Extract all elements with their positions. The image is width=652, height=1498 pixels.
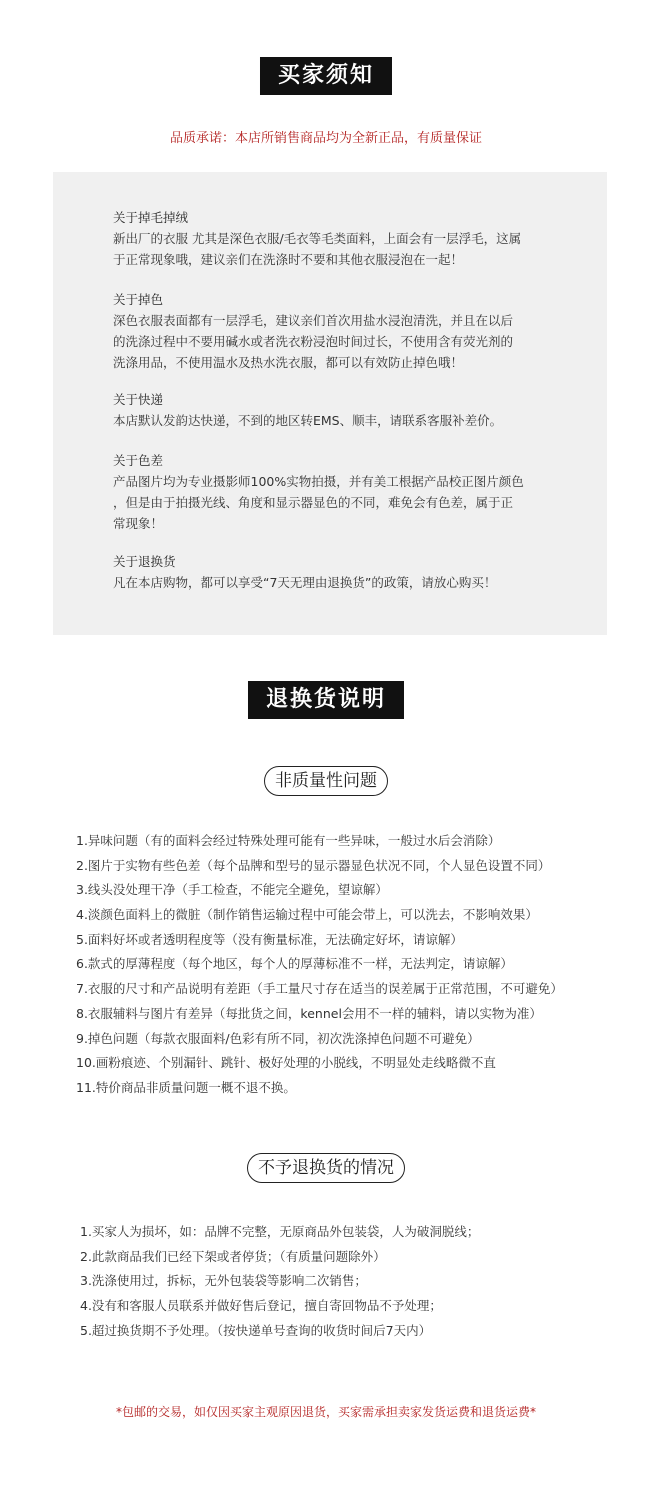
notice-heading: 关于色差 bbox=[113, 453, 164, 468]
shipping-fee-note: *包邮的交易，如仅因买家主观原因退货，买家需承担卖家发货运费和退货运费* bbox=[115, 1405, 536, 1419]
notice-section-shedding bbox=[113, 207, 563, 270]
non-quality-issues-list bbox=[76, 829, 563, 1101]
list-item: 4.淡颜色面料上的微脏（制作销售运输过程中可能会带上，可以洗去，不影响效果） bbox=[76, 907, 538, 923]
list-item: 5.超过换货期不予处理。（按快递单号查询的收货时间后7天内） bbox=[80, 1322, 432, 1338]
notice-section-color-difference bbox=[113, 450, 563, 534]
non-quality-issues-label: 非质量性问题 bbox=[264, 766, 388, 796]
list-item: 4.没有和客服人员联系并做好售后登记，擅自寄回物品不予处理； bbox=[80, 1298, 442, 1314]
notice-heading: 关于快递 bbox=[113, 392, 164, 407]
notice-section-fading bbox=[113, 289, 563, 373]
list-item: 2.图片于实物有些色差（每个品牌和型号的显示器显色状况不同，个人显色设置不同） bbox=[76, 857, 551, 873]
list-item: 9.掉色问题（每款衣服面料/色彩有所不同，初次洗涤掉色问题不可避免） bbox=[76, 1030, 480, 1046]
notice-heading: 关于掉毛掉绒 bbox=[113, 210, 189, 225]
notice-line: 常现象！ bbox=[113, 516, 164, 531]
notice-heading: 关于掉色 bbox=[113, 292, 164, 307]
notice-line: 产品图片均为专业摄影师100%实物拍摄，并有美工根据产品校正图片颜色 bbox=[113, 474, 524, 489]
buyer-notice-title: 买家须知 bbox=[260, 57, 392, 95]
return-policy-title: 退换货说明 bbox=[248, 681, 404, 719]
no-return-cases-list bbox=[80, 1220, 479, 1343]
notice-line: 本店默认发韵达快递，不到的地区转EMS、顺丰，请联系客服补差价。 bbox=[113, 413, 503, 428]
list-item: 2.此款商品我们已经下架或者停货；（有质量问题除外） bbox=[80, 1248, 386, 1264]
notice-line: 新出厂的衣服 尤其是深色衣服/毛衣等毛类面料，上面会有一层浮毛，这属 bbox=[113, 231, 522, 246]
list-item: 5.面料好坏或者透明程度等（没有衡量标准，无法确定好坏，请谅解） bbox=[76, 931, 463, 947]
notice-line: 深色衣服表面都有一层浮毛，建议亲们首次用盐水浸泡清洗，并且在以后 bbox=[113, 313, 514, 328]
list-item: 10.画粉痕迹、个别漏针、跳针、极好处理的小脱线，不明显处走线略微不直 bbox=[76, 1055, 496, 1071]
notice-section-returns bbox=[113, 551, 563, 593]
notice-line: 的洗涤过程中不要用碱水或者洗衣粉浸泡时间过长，不使用含有荧光剂的 bbox=[113, 334, 514, 349]
notice-line: 凡在本店购物，都可以享受“7天无理由退换货”的政策，请放心购买！ bbox=[113, 575, 497, 590]
quality-promise: 品质承诺：本店所销售商品均为全新正品，有质量保证 bbox=[169, 131, 482, 146]
list-item: 8.衣服辅料与图片有差异（每批货之间，kennel会用不一样的辅料，请以实物为准） bbox=[76, 1005, 542, 1021]
no-return-cases-label: 不予退换货的情况 bbox=[247, 1153, 405, 1183]
list-item: 3.线头没处理干净（手工检查，不能完全避免，望谅解） bbox=[76, 882, 388, 898]
notice-heading: 关于退换货 bbox=[113, 554, 176, 569]
notice-section-shipping bbox=[113, 389, 563, 431]
list-item: 3.洗涤使用过，拆标，无外包装袋等影响二次销售； bbox=[80, 1273, 367, 1289]
notice-line: 于正常现象哦，建议亲们在洗涤时不要和其他衣服浸泡在一起！ bbox=[113, 252, 464, 267]
list-item: 1.买家人为损坏，如：品牌不完整，无原商品外包装袋，人为破洞脱线； bbox=[80, 1224, 480, 1239]
list-item: 7.衣服的尺寸和产品说明有差距（手工量尺寸存在适当的误差属于正常范围，不可避免） bbox=[76, 981, 563, 997]
notice-line: 洗涤用品，不使用温水及热水洗衣服，都可以有效防止掉色哦！ bbox=[113, 355, 464, 370]
notice-line: ，但是由于拍摄光线、角度和显示器显色的不同，难免会有色差，属于正 bbox=[113, 495, 514, 510]
list-item: 6.款式的厚薄程度（每个地区，每个人的厚薄标准不一样，无法判定，请谅解） bbox=[76, 956, 513, 972]
list-item: 1.异味问题（有的面料会经过特殊处理可能有一些异味，一般过水后会消除） bbox=[76, 833, 501, 848]
list-item: 11.特价商品非质量问题一概不退不换。 bbox=[76, 1079, 296, 1095]
